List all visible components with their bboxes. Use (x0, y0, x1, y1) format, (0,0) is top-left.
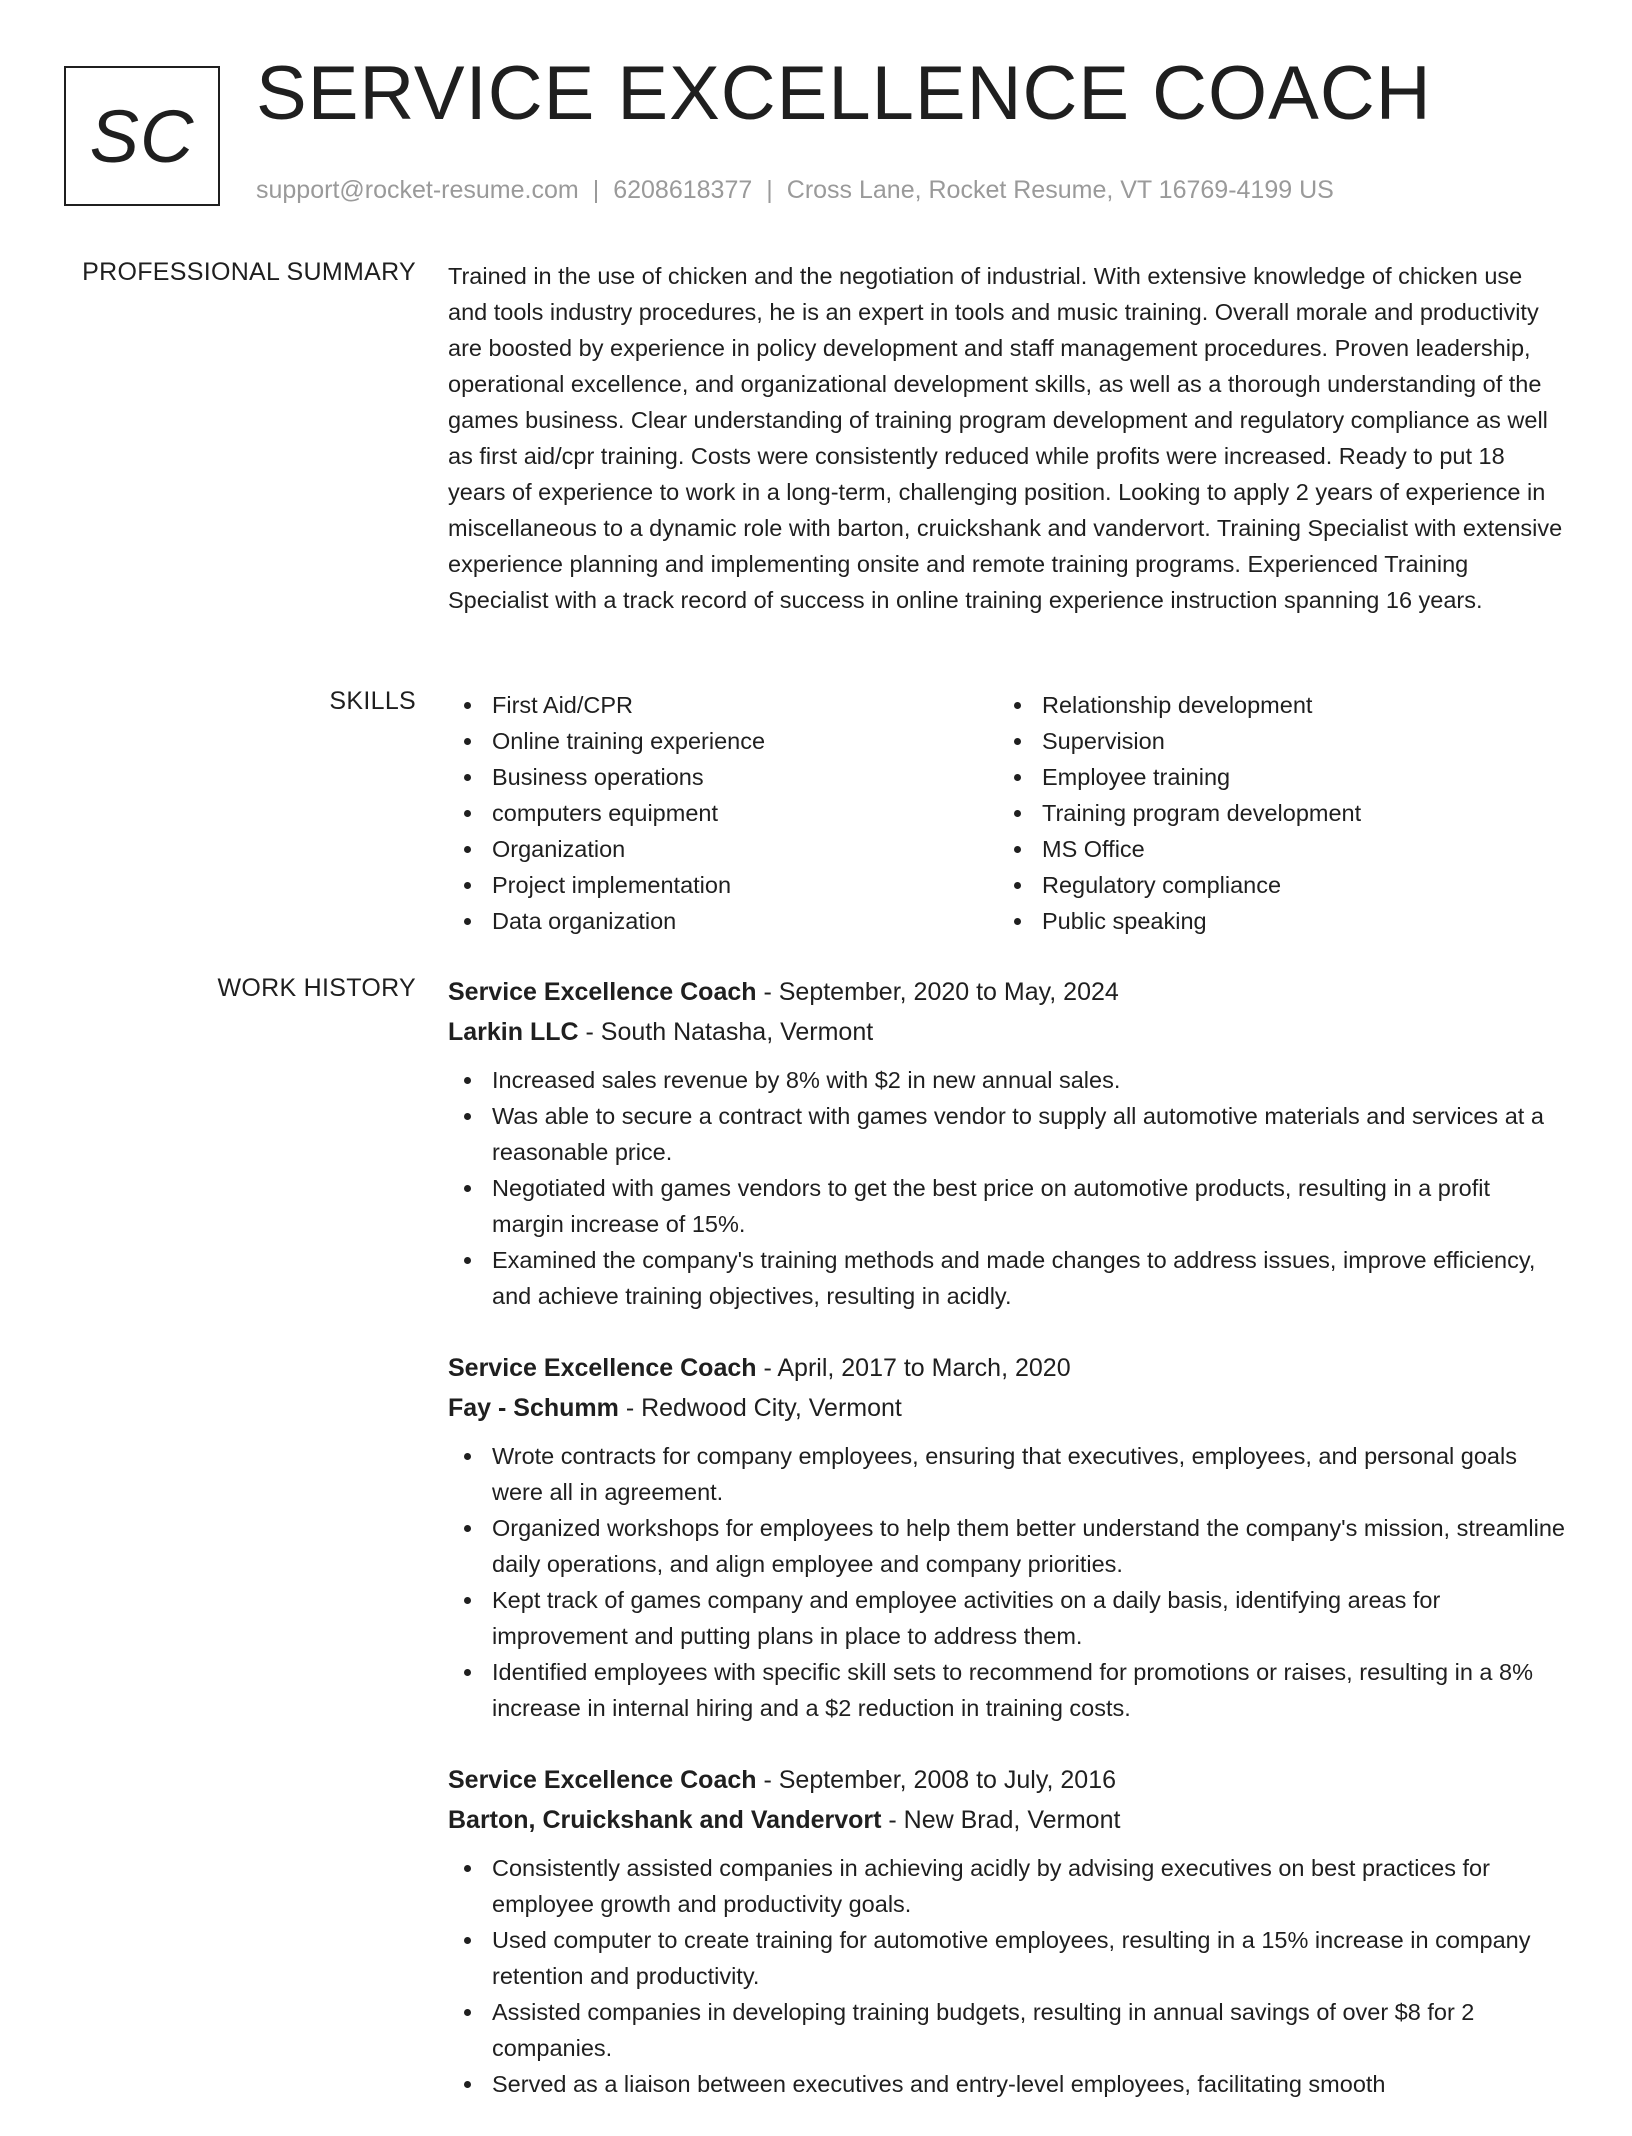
job-location: - Redwood City, Vermont (618, 1394, 902, 1422)
job-location: - New Brad, Vermont (881, 1806, 1121, 1834)
job-title: Service Excellence Coach (448, 1766, 757, 1794)
skills-list-right (998, 687, 1548, 939)
work-history-body (448, 972, 1566, 2136)
contact-phone: 6208618377 (613, 176, 753, 204)
job-entry (448, 972, 1566, 1314)
skill-item: MS Office (998, 831, 1548, 867)
job-bullets (448, 1062, 1566, 1314)
skills-heading: SKILLS (329, 687, 416, 715)
skill-item: Relationship development (998, 687, 1548, 723)
job-bullet: Identified employees with specific skill sets to recommend for promotions or raises, resulting in a 8% increase in internal hiring and a $2 reduction in training costs. (448, 1654, 1566, 1726)
skills-body (448, 687, 1566, 939)
job-bullets (448, 1850, 1566, 2102)
monogram-box (64, 66, 220, 206)
job-location: - South Natasha, Vermont (578, 1018, 874, 1046)
skill-item: Organization (448, 831, 998, 867)
contact-email: support@rocket-resume.com (256, 176, 579, 204)
work-history-heading: WORK HISTORY (217, 974, 416, 1002)
job-company-line (448, 1388, 1566, 1428)
job-bullet: Increased sales revenue by 8% with $2 in new annual sales. (448, 1062, 1566, 1098)
contact-separator: | (766, 176, 773, 204)
contact-separator: | (592, 176, 600, 204)
monogram-initials: SC (89, 94, 195, 178)
job-bullet: Examined the company's training methods and made changes to address issues, improve efficiency, and achieve training objectives, resulting in acidly. (448, 1242, 1566, 1314)
job-dates: - April, 2017 to March, 2020 (756, 1354, 1071, 1382)
job-company: Larkin LLC (448, 1018, 579, 1046)
skill-item: Employee training (998, 759, 1548, 795)
summary-heading: PROFESSIONAL SUMMARY (82, 258, 416, 286)
job-bullet: Was able to secure a contract with games vendor to supply all automotive materials and services at a reasonable price. (448, 1098, 1566, 1170)
job-bullet: Served as a liaison between executives and entry-level employees, facilitating smooth (448, 2066, 1566, 2102)
skill-item: First Aid/CPR (448, 687, 998, 723)
job-bullet: Negotiated with games vendors to get the best price on automotive products, resulting in a profit margin increase of 15%. (448, 1170, 1566, 1242)
summary-text: Trained in the use of chicken and the negotiation of industrial. With extensive knowledge of chicken use and tools industry procedures, he is an expert in tools and music training. Overall morale and productivity are boosted by experience in policy development and staff management procedures. Proven leadership, operational excellence, and organizational development skills, as well as a thorough understanding of the games business. Clear understanding of training program development and regulatory compliance as well as first aid/cpr training. Costs were consistently reduced while profits were increased. Ready to put 18 years of experience to work in a long-term, challenging position. Looking to apply 2 years of experience in miscellaneous to a dynamic role with barton, cruickshank and vandervort. Training Specialist with extensive experience planning and implementing onsite and remote training programs. Experienced Training Specialist with a track record of success in online training experience instruction spanning 16 years. (448, 263, 1563, 613)
skill-item: Data organization (448, 903, 998, 939)
skill-item: Training program development (998, 795, 1548, 831)
job-entry (448, 1760, 1566, 2102)
contact-address: Cross Lane, Rocket Resume, VT 16769-4199 US (786, 176, 1334, 204)
skill-item: Public speaking (998, 903, 1548, 939)
contact-line (256, 176, 1334, 205)
job-bullet: Consistently assisted companies in achieving acidly by advising executives on best practices for employee growth and productivity goals. (448, 1850, 1566, 1922)
job-company-line (448, 1012, 1566, 1052)
skills-list-left (448, 687, 998, 939)
job-bullets (448, 1438, 1566, 1726)
resume-name: SERVICE EXCELLENCE COACH (256, 51, 1432, 136)
skill-item: Project implementation (448, 867, 998, 903)
job-bullet: Kept track of games company and employee activities on a daily basis, identifying areas for improvement and putting plans in place to address them. (448, 1582, 1566, 1654)
job-bullet: Used computer to create training for automotive employees, resulting in a 15% increase in company retention and productivity. (448, 1922, 1566, 1994)
job-company: Fay - Schumm (448, 1394, 619, 1422)
job-dates: - September, 2008 to July, 2016 (756, 1766, 1117, 1794)
job-title-line (448, 972, 1566, 1012)
job-bullet: Wrote contracts for company employees, ensuring that executives, employees, and personal goals were all in agreement. (448, 1438, 1566, 1510)
skill-item: Regulatory compliance (998, 867, 1548, 903)
job-company-line (448, 1800, 1566, 1840)
skill-item: Supervision (998, 723, 1548, 759)
skill-item: computers equipment (448, 795, 998, 831)
job-entry (448, 1348, 1566, 1726)
job-bullet: Organized workshops for employees to help them better understand the company's mission, streamline daily operations, and align employee and company priorities. (448, 1510, 1566, 1582)
skill-item: Online training experience (448, 723, 998, 759)
job-dates: - September, 2020 to May, 2024 (756, 978, 1119, 1006)
job-bullet: Assisted companies in developing training budgets, resulting in annual savings of over $8 for 2 companies. (448, 1994, 1566, 2066)
job-title: Service Excellence Coach (448, 1354, 757, 1382)
skill-item: Business operations (448, 759, 998, 795)
job-title-line (448, 1760, 1566, 1800)
job-title-line (448, 1348, 1566, 1388)
job-company: Barton, Cruickshank and Vandervort (448, 1806, 882, 1834)
skills-columns (448, 687, 1566, 939)
job-title: Service Excellence Coach (448, 978, 757, 1006)
summary-body (448, 258, 1566, 618)
